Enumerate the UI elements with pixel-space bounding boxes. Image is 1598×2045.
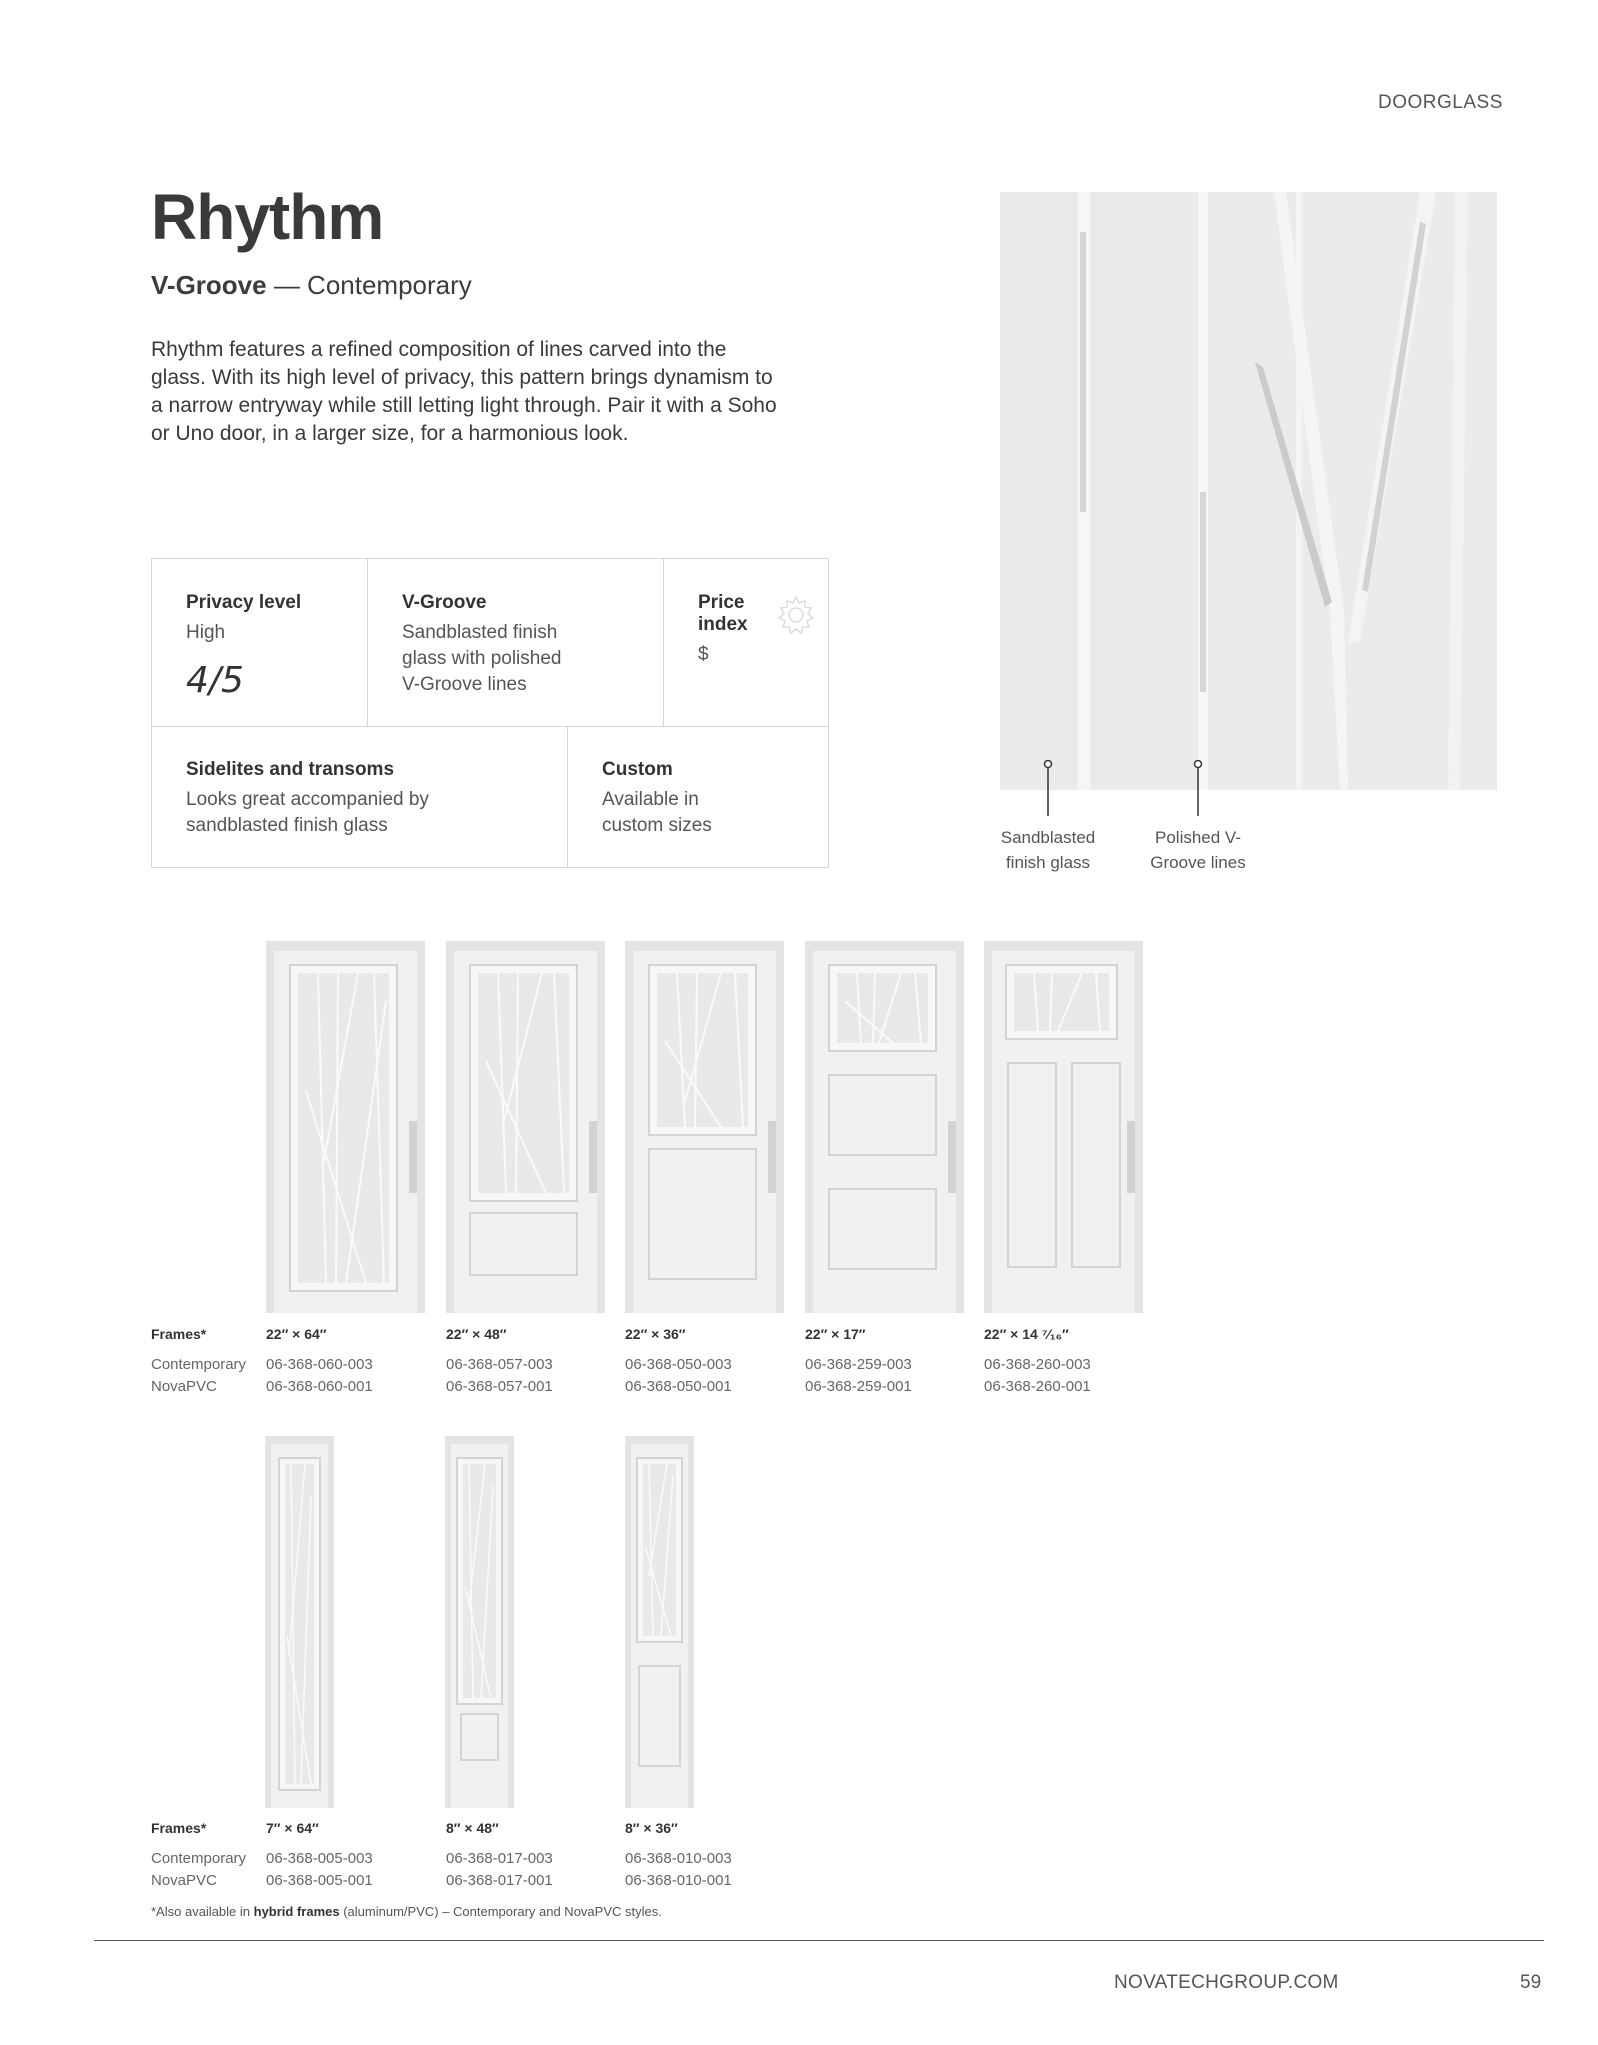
sidelite-code-novapvc: 06-368-017-001: [446, 1872, 553, 1889]
sidelite-size: 7″ × 64″: [266, 1820, 319, 1836]
footer-url[interactable]: NOVATECHGROUP.COM: [1114, 1972, 1339, 1993]
footnote: [151, 1904, 662, 1919]
privacy-value: High: [186, 622, 226, 643]
row1-style-novapvc: NovaPVC: [151, 1378, 217, 1395]
sidelite-code-novapvc: 06-368-005-001: [266, 1872, 373, 1889]
door-code-novapvc: 06-368-259-001: [805, 1378, 912, 1395]
door-22x17: [805, 941, 964, 1313]
callout-lines: [1040, 760, 1210, 820]
door-code-contemporary: 06-368-057-003: [446, 1356, 553, 1373]
section-label: DOORGLASS: [1378, 92, 1503, 113]
sidelite-code-contemporary: 06-368-010-003: [625, 1850, 732, 1867]
door-size: 22″ × 14 ⁷⁄₁₆″: [984, 1326, 1069, 1342]
sidelite-size: 8″ × 48″: [446, 1820, 499, 1836]
sidelite-7x64: [265, 1436, 334, 1808]
door-code-contemporary: 06-368-050-003: [625, 1356, 732, 1373]
door-size: 22″ × 64″: [266, 1326, 327, 1342]
row2-frames-label: Frames*: [151, 1820, 207, 1836]
door-22x36: [625, 941, 784, 1313]
sidelites-heading: Sidelites and transoms: [186, 759, 395, 780]
subtitle: [151, 270, 472, 301]
sidelite-code-novapvc: 06-368-010-001: [625, 1872, 732, 1889]
page-number: 59: [1520, 1972, 1542, 1993]
sidelite-code-contemporary: 06-368-017-003: [446, 1850, 553, 1867]
subtitle-separator: —: [266, 270, 308, 300]
custom-heading: Custom: [602, 759, 673, 780]
vgroove-value: Sandblasted finish glass with polished V-Groove lines: [402, 622, 562, 695]
door-code-contemporary: 06-368-260-003: [984, 1356, 1091, 1373]
callout-polished: Polished V-Groove lines: [1150, 828, 1246, 872]
glass-closeup-photo: [1000, 192, 1497, 790]
collection-name: V-Groove: [151, 270, 267, 300]
product-description: Rhythm features a refined composition of lines carved into the glass. With its high level of privacy, this pattern brings dynamism to a narrow entryway while still letting light through. Pair it with a Soho or Uno door, in a larger size, for a harmonious look.: [151, 338, 777, 445]
door-code-contemporary: 06-368-259-003: [805, 1356, 912, 1373]
door-size: 22″ × 17″: [805, 1326, 866, 1342]
sidelite-size: 8″ × 36″: [625, 1820, 678, 1836]
gear-icon: [774, 593, 818, 637]
privacy-cell: [152, 559, 368, 727]
price-heading: Price index: [698, 592, 748, 635]
row2-style-contemporary: Contemporary: [151, 1850, 247, 1867]
door-code-novapvc: 06-368-057-001: [446, 1378, 553, 1395]
privacy-heading: Privacy level: [186, 592, 302, 613]
row2-style-novapvc: NovaPVC: [151, 1872, 217, 1889]
sidelite-code-contemporary: 06-368-005-003: [266, 1850, 373, 1867]
door-22x48: [446, 941, 605, 1313]
row1-frames-label: Frames*: [151, 1326, 207, 1342]
price-value: $: [698, 644, 709, 665]
door-code-novapvc: 06-368-260-001: [984, 1378, 1091, 1395]
footnote-bold: hybrid frames: [253, 1904, 340, 1919]
door-22x14-7-16: [984, 941, 1143, 1313]
page-title: Rhythm: [151, 181, 384, 253]
door-code-contemporary: 06-368-060-003: [266, 1356, 373, 1373]
sidelites-cell: [152, 727, 568, 867]
sidelite-8x48: [445, 1436, 514, 1808]
door-code-novapvc: 06-368-060-001: [266, 1378, 373, 1395]
spec-table: [151, 558, 829, 868]
custom-cell: [568, 727, 828, 867]
row1-style-contemporary: Contemporary: [151, 1356, 247, 1373]
door-size: 22″ × 48″: [446, 1326, 507, 1342]
sidelite-8x36: [625, 1436, 694, 1808]
door-code-novapvc: 06-368-050-001: [625, 1378, 732, 1395]
privacy-rating: 4/5: [186, 660, 244, 701]
door-22x64: [266, 941, 425, 1313]
door-size: 22″ × 36″: [625, 1326, 686, 1342]
vgroove-cell: [368, 559, 664, 727]
footnote-suffix: (aluminum/PVC) – Contemporary and NovaPVC styles.: [339, 1904, 662, 1919]
callout-sandblasted: Sandblasted finish glass: [1000, 828, 1096, 872]
vgroove-heading: V-Groove: [402, 592, 487, 613]
footnote-prefix: *Also available in: [151, 1904, 254, 1919]
footer-divider: [94, 1940, 1544, 1941]
custom-value: Available in custom sizes: [602, 789, 712, 836]
sidelites-value: Looks great accompanied by sandblasted finish glass: [186, 789, 429, 836]
style-name: Contemporary: [307, 270, 472, 300]
price-cell: [664, 559, 828, 727]
